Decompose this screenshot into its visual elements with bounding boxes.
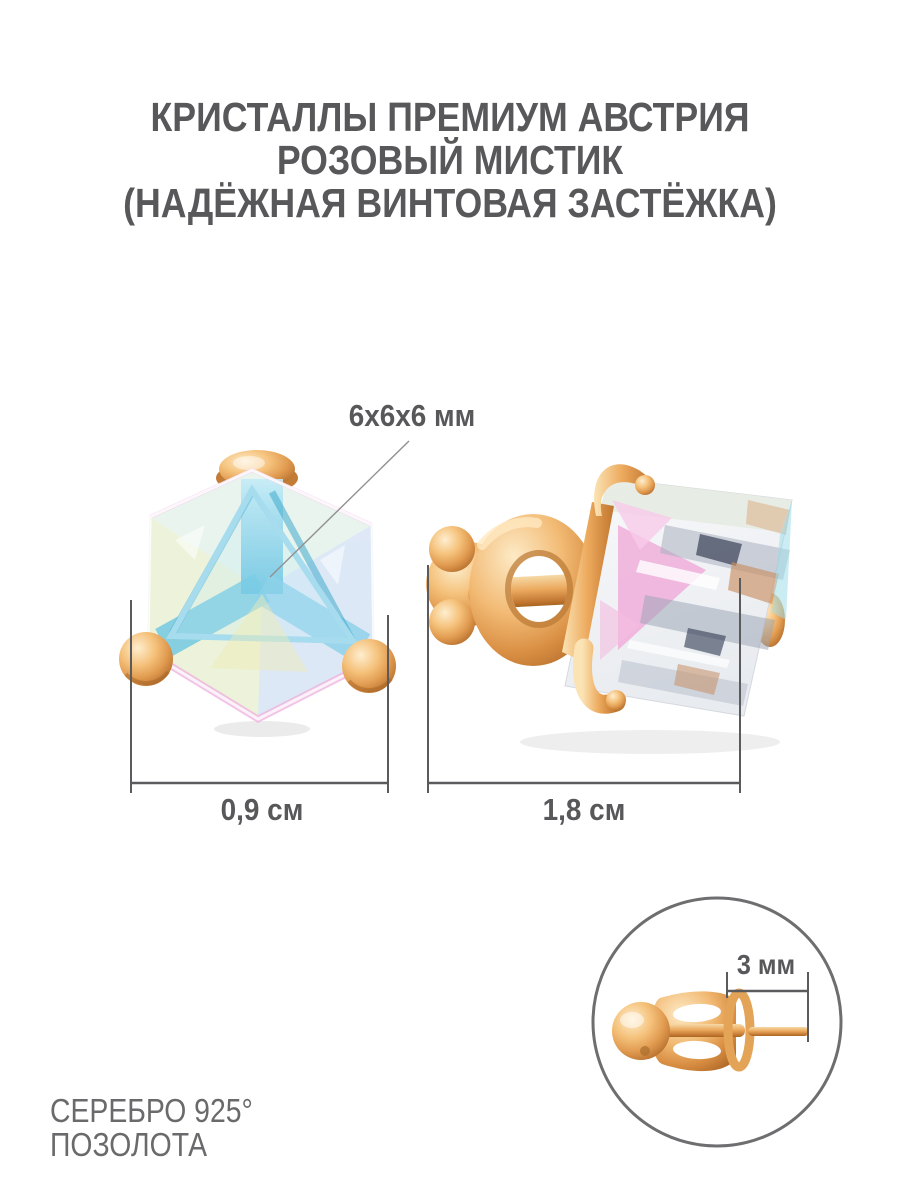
material-line-2: ПОЗОЛОТА xyxy=(50,1126,208,1163)
side-length-label: 1,8 см xyxy=(542,792,626,827)
title-block xyxy=(0,96,900,225)
title-line-1: КРИСТАЛЛЫ ПРЕМИУМ АВСТРИЯ xyxy=(150,94,750,140)
material-line-1: СЕРЕБРО 925° xyxy=(50,1092,253,1129)
crystal-size-label: 6х6х6 мм xyxy=(348,398,476,433)
material-info xyxy=(50,1094,253,1162)
post-size-label: 3 мм xyxy=(736,949,796,980)
title-line-2: РОЗОВЫЙ МИСТИК xyxy=(276,137,624,183)
front-width-label: 0,9 см xyxy=(220,792,304,827)
clasp-inset-illustration xyxy=(593,898,841,1146)
right-earring-photo xyxy=(426,464,792,754)
title-line-3: (НАДЁЖНАЯ ВИНТОВАЯ ЗАСТЁЖКА) xyxy=(123,180,777,226)
left-earring-photo xyxy=(119,450,396,737)
